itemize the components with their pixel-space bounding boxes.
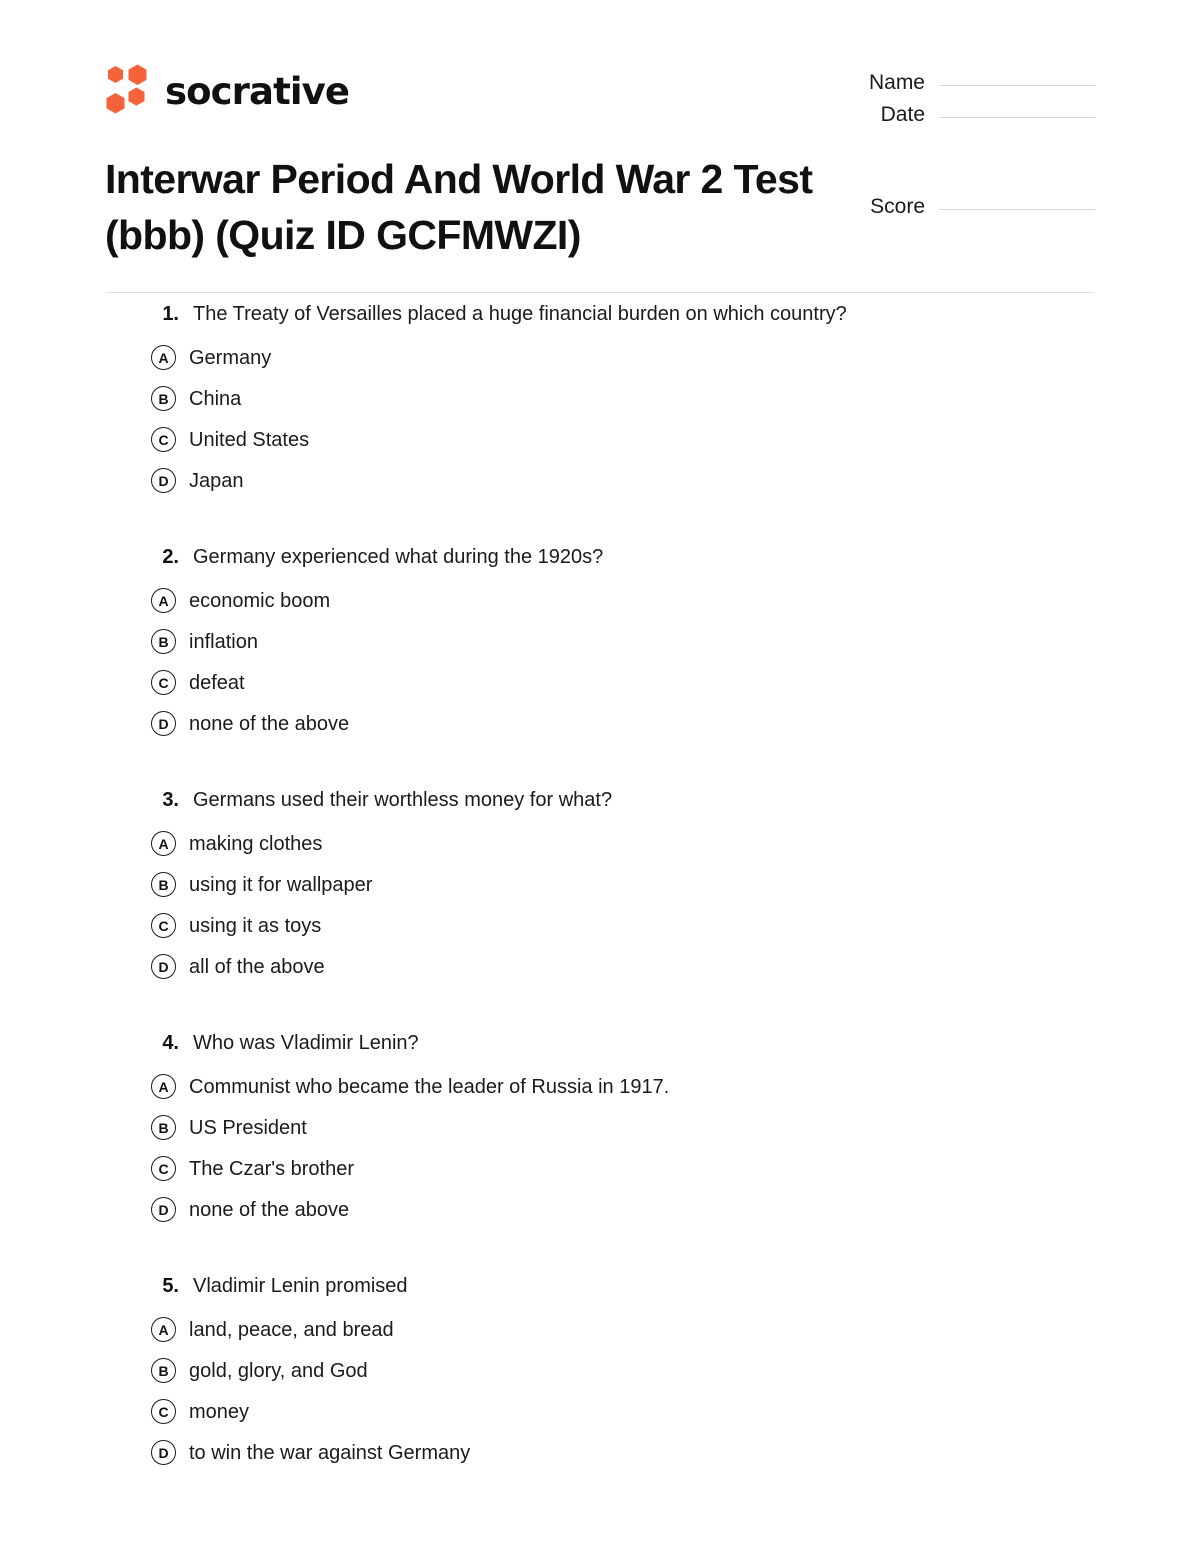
question-text: Germany experienced what during the 1920s? xyxy=(193,546,604,568)
option-bubble-d[interactable]: D xyxy=(151,1197,176,1222)
answer-option[interactable] xyxy=(151,864,1095,905)
answer-option[interactable] xyxy=(151,1189,1095,1230)
option-label: Communist who became the leader of Russia in 1917. xyxy=(189,1075,670,1098)
answer-option[interactable] xyxy=(151,662,1095,703)
option-label: gold, glory, and God xyxy=(189,1359,368,1382)
option-bubble-a[interactable]: A xyxy=(151,1074,176,1099)
answer-options xyxy=(158,823,1095,987)
socrative-brand xyxy=(105,64,349,116)
score-label: Score xyxy=(870,195,925,218)
question-item xyxy=(0,1029,1200,1230)
option-label: Germany xyxy=(189,346,272,369)
option-bubble-a[interactable]: A xyxy=(151,588,176,613)
question-number: 1. xyxy=(162,303,179,325)
answer-option[interactable] xyxy=(151,1107,1095,1148)
question-item xyxy=(0,1272,1200,1473)
option-bubble-c[interactable]: C xyxy=(151,670,176,695)
question-text: The Treaty of Versailles placed a huge financial burden on which country? xyxy=(193,303,847,325)
question-item xyxy=(0,543,1200,744)
socrative-hexagon-logo-icon xyxy=(105,64,151,116)
answer-options xyxy=(158,1066,1095,1230)
answer-option[interactable] xyxy=(151,1066,1095,1107)
option-label: making clothes xyxy=(189,832,323,855)
question-heading xyxy=(162,543,1095,571)
date-input-line[interactable] xyxy=(939,117,1095,118)
answer-option[interactable] xyxy=(151,1350,1095,1391)
header-divider xyxy=(105,292,1095,293)
option-label: Japan xyxy=(189,469,244,492)
option-bubble-b[interactable]: B xyxy=(151,1358,176,1383)
option-label: United States xyxy=(189,428,310,451)
question-heading xyxy=(162,786,1095,814)
question-number: 5. xyxy=(162,1275,179,1297)
option-bubble-b[interactable]: B xyxy=(151,872,176,897)
answer-option[interactable] xyxy=(151,1432,1095,1473)
option-label: to win the war against Germany xyxy=(189,1441,471,1464)
option-bubble-a[interactable]: A xyxy=(151,1317,176,1342)
option-label: using it for wallpaper xyxy=(189,873,373,896)
question-heading xyxy=(162,1272,1095,1300)
student-meta-fields xyxy=(859,72,1095,136)
question-text: Who was Vladimir Lenin? xyxy=(193,1032,419,1054)
name-label: Name xyxy=(868,71,925,94)
questions-list xyxy=(0,300,1200,1515)
answer-option[interactable] xyxy=(151,337,1095,378)
option-label: none of the above xyxy=(189,1198,350,1221)
answer-option[interactable] xyxy=(151,621,1095,662)
name-input-line[interactable] xyxy=(939,85,1095,86)
option-bubble-b[interactable]: B xyxy=(151,386,176,411)
page-title: Interwar Period And World War 2 Test (bbb) (Quiz ID GCFMWZI) xyxy=(105,156,813,258)
date-label: Date xyxy=(880,103,925,126)
question-number: 4. xyxy=(162,1032,179,1054)
score-field-row xyxy=(859,196,1095,217)
answer-option[interactable] xyxy=(151,1391,1095,1432)
option-bubble-c[interactable]: C xyxy=(151,913,176,938)
question-number: 3. xyxy=(162,789,179,811)
answer-option[interactable] xyxy=(151,946,1095,987)
option-label: China xyxy=(189,387,242,410)
option-bubble-d[interactable]: D xyxy=(151,468,176,493)
answer-option[interactable] xyxy=(151,1309,1095,1350)
name-field-row xyxy=(859,72,1095,93)
option-label: land, peace, and bread xyxy=(189,1318,394,1341)
answer-option[interactable] xyxy=(151,905,1095,946)
score-input-line[interactable] xyxy=(939,209,1095,210)
option-bubble-a[interactable]: A xyxy=(151,345,176,370)
option-label: The Czar's brother xyxy=(189,1157,354,1180)
option-bubble-c[interactable]: C xyxy=(151,427,176,452)
option-bubble-c[interactable]: C xyxy=(151,1156,176,1181)
option-label: defeat xyxy=(189,671,245,694)
answer-option[interactable] xyxy=(151,460,1095,501)
answer-options xyxy=(158,337,1095,501)
option-bubble-d[interactable]: D xyxy=(151,954,176,979)
option-label: economic boom xyxy=(189,589,331,612)
answer-option[interactable] xyxy=(151,1148,1095,1189)
option-label: inflation xyxy=(189,630,258,653)
question-heading xyxy=(162,300,1095,328)
option-bubble-b[interactable]: B xyxy=(151,629,176,654)
answer-option[interactable] xyxy=(151,580,1095,621)
option-label: US President xyxy=(189,1116,307,1139)
answer-option[interactable] xyxy=(151,419,1095,460)
socrative-wordmark: socrative xyxy=(165,69,350,113)
question-heading xyxy=(162,1029,1095,1057)
question-text: Vladimir Lenin promised xyxy=(193,1275,408,1297)
question-number: 2. xyxy=(162,546,179,568)
option-bubble-a[interactable]: A xyxy=(151,831,176,856)
date-field-row xyxy=(859,104,1095,125)
question-text: Germans used their worthless money for what? xyxy=(193,789,613,811)
question-item xyxy=(0,786,1200,987)
answer-option[interactable] xyxy=(151,823,1095,864)
option-bubble-d[interactable]: D xyxy=(151,1440,176,1465)
option-label: using it as toys xyxy=(189,914,322,937)
option-label: money xyxy=(189,1400,250,1423)
answer-option[interactable] xyxy=(151,703,1095,744)
answer-options xyxy=(158,1309,1095,1473)
option-label: all of the above xyxy=(189,955,325,978)
option-bubble-c[interactable]: C xyxy=(151,1399,176,1424)
option-bubble-d[interactable]: D xyxy=(151,711,176,736)
answer-options xyxy=(158,580,1095,744)
question-item xyxy=(0,300,1200,501)
option-label: none of the above xyxy=(189,712,350,735)
option-bubble-b[interactable]: B xyxy=(151,1115,176,1140)
page-header xyxy=(0,0,1200,300)
answer-option[interactable] xyxy=(151,378,1095,419)
